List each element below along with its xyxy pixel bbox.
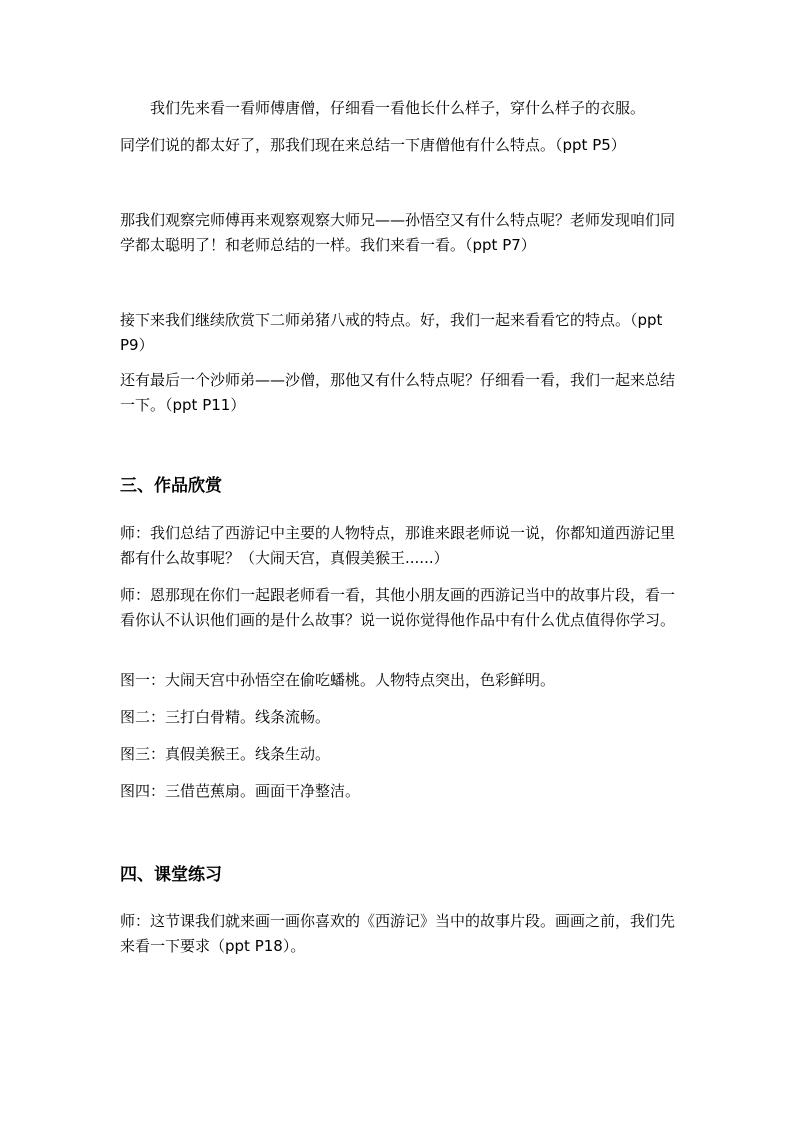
paragraph-shaseng: 还有最后一个沙师弟——沙僧，那他又有什么特点呢？仔细看一看，我们一起来总结一下。（ppt P11） [120, 371, 676, 414]
paragraph-appreciation-1: 师：我们总结了西游记中主要的人物特点，那谁来跟老师说一说，你都知道西游记里都有什么故事呢？（大闹天宫，真假美猴王......） [120, 524, 676, 567]
section-heading-appreciation: 三、作品欣赏 [120, 476, 222, 496]
figure-caption-3: 图三：真假美猴王。线条生动。 [120, 745, 331, 763]
paragraph-appreciation-2: 师：恩那现在你们一起跟老师看一看，其他小朋友画的西游记当中的故事片段，看一看你认不认识他们画的是什么故事？说一说你觉得他作品中有什么优点值得你学习。 [120, 586, 676, 629]
paragraph-zhubajie: 接下来我们继续欣赏下二师弟猪八戒的特点。好，我们一起来看看它的特点。（ppt P9） [120, 311, 663, 354]
paragraph-tangseng-intro: 我们先来看一看师傅唐僧，仔细看一看他长什么样子，穿什么样子的衣服。 [150, 99, 646, 117]
paragraph-sunwukong: 那我们观察完师傅再来观察观察大师兄——孙悟空又有什么特点呢？老师发现咱们同学都太聪明了！和老师总结的一样。我们来看一看。（ppt P7） [120, 211, 676, 254]
figure-caption-1: 图一：大闹天宫中孙悟空在偷吃蟠桃。人物特点突出，色彩鲜明。 [120, 671, 556, 689]
figure-caption-4: 图四：三借芭蕉扇。画面干净整洁。 [120, 782, 361, 800]
section-heading-practice: 四、课堂练习 [120, 865, 222, 885]
figure-caption-2: 图二：三打白骨精。线条流畅。 [120, 708, 331, 726]
paragraph-tangseng-summary: 同学们说的都太好了，那我们现在来总结一下唐僧他有什么特点。（ppt P5） [120, 136, 626, 154]
paragraph-practice: 师：这节课我们就来画一画你喜欢的《西游记》当中的故事片段。画画之前，我们先来看一下要求（ppt P18）。 [120, 912, 676, 955]
